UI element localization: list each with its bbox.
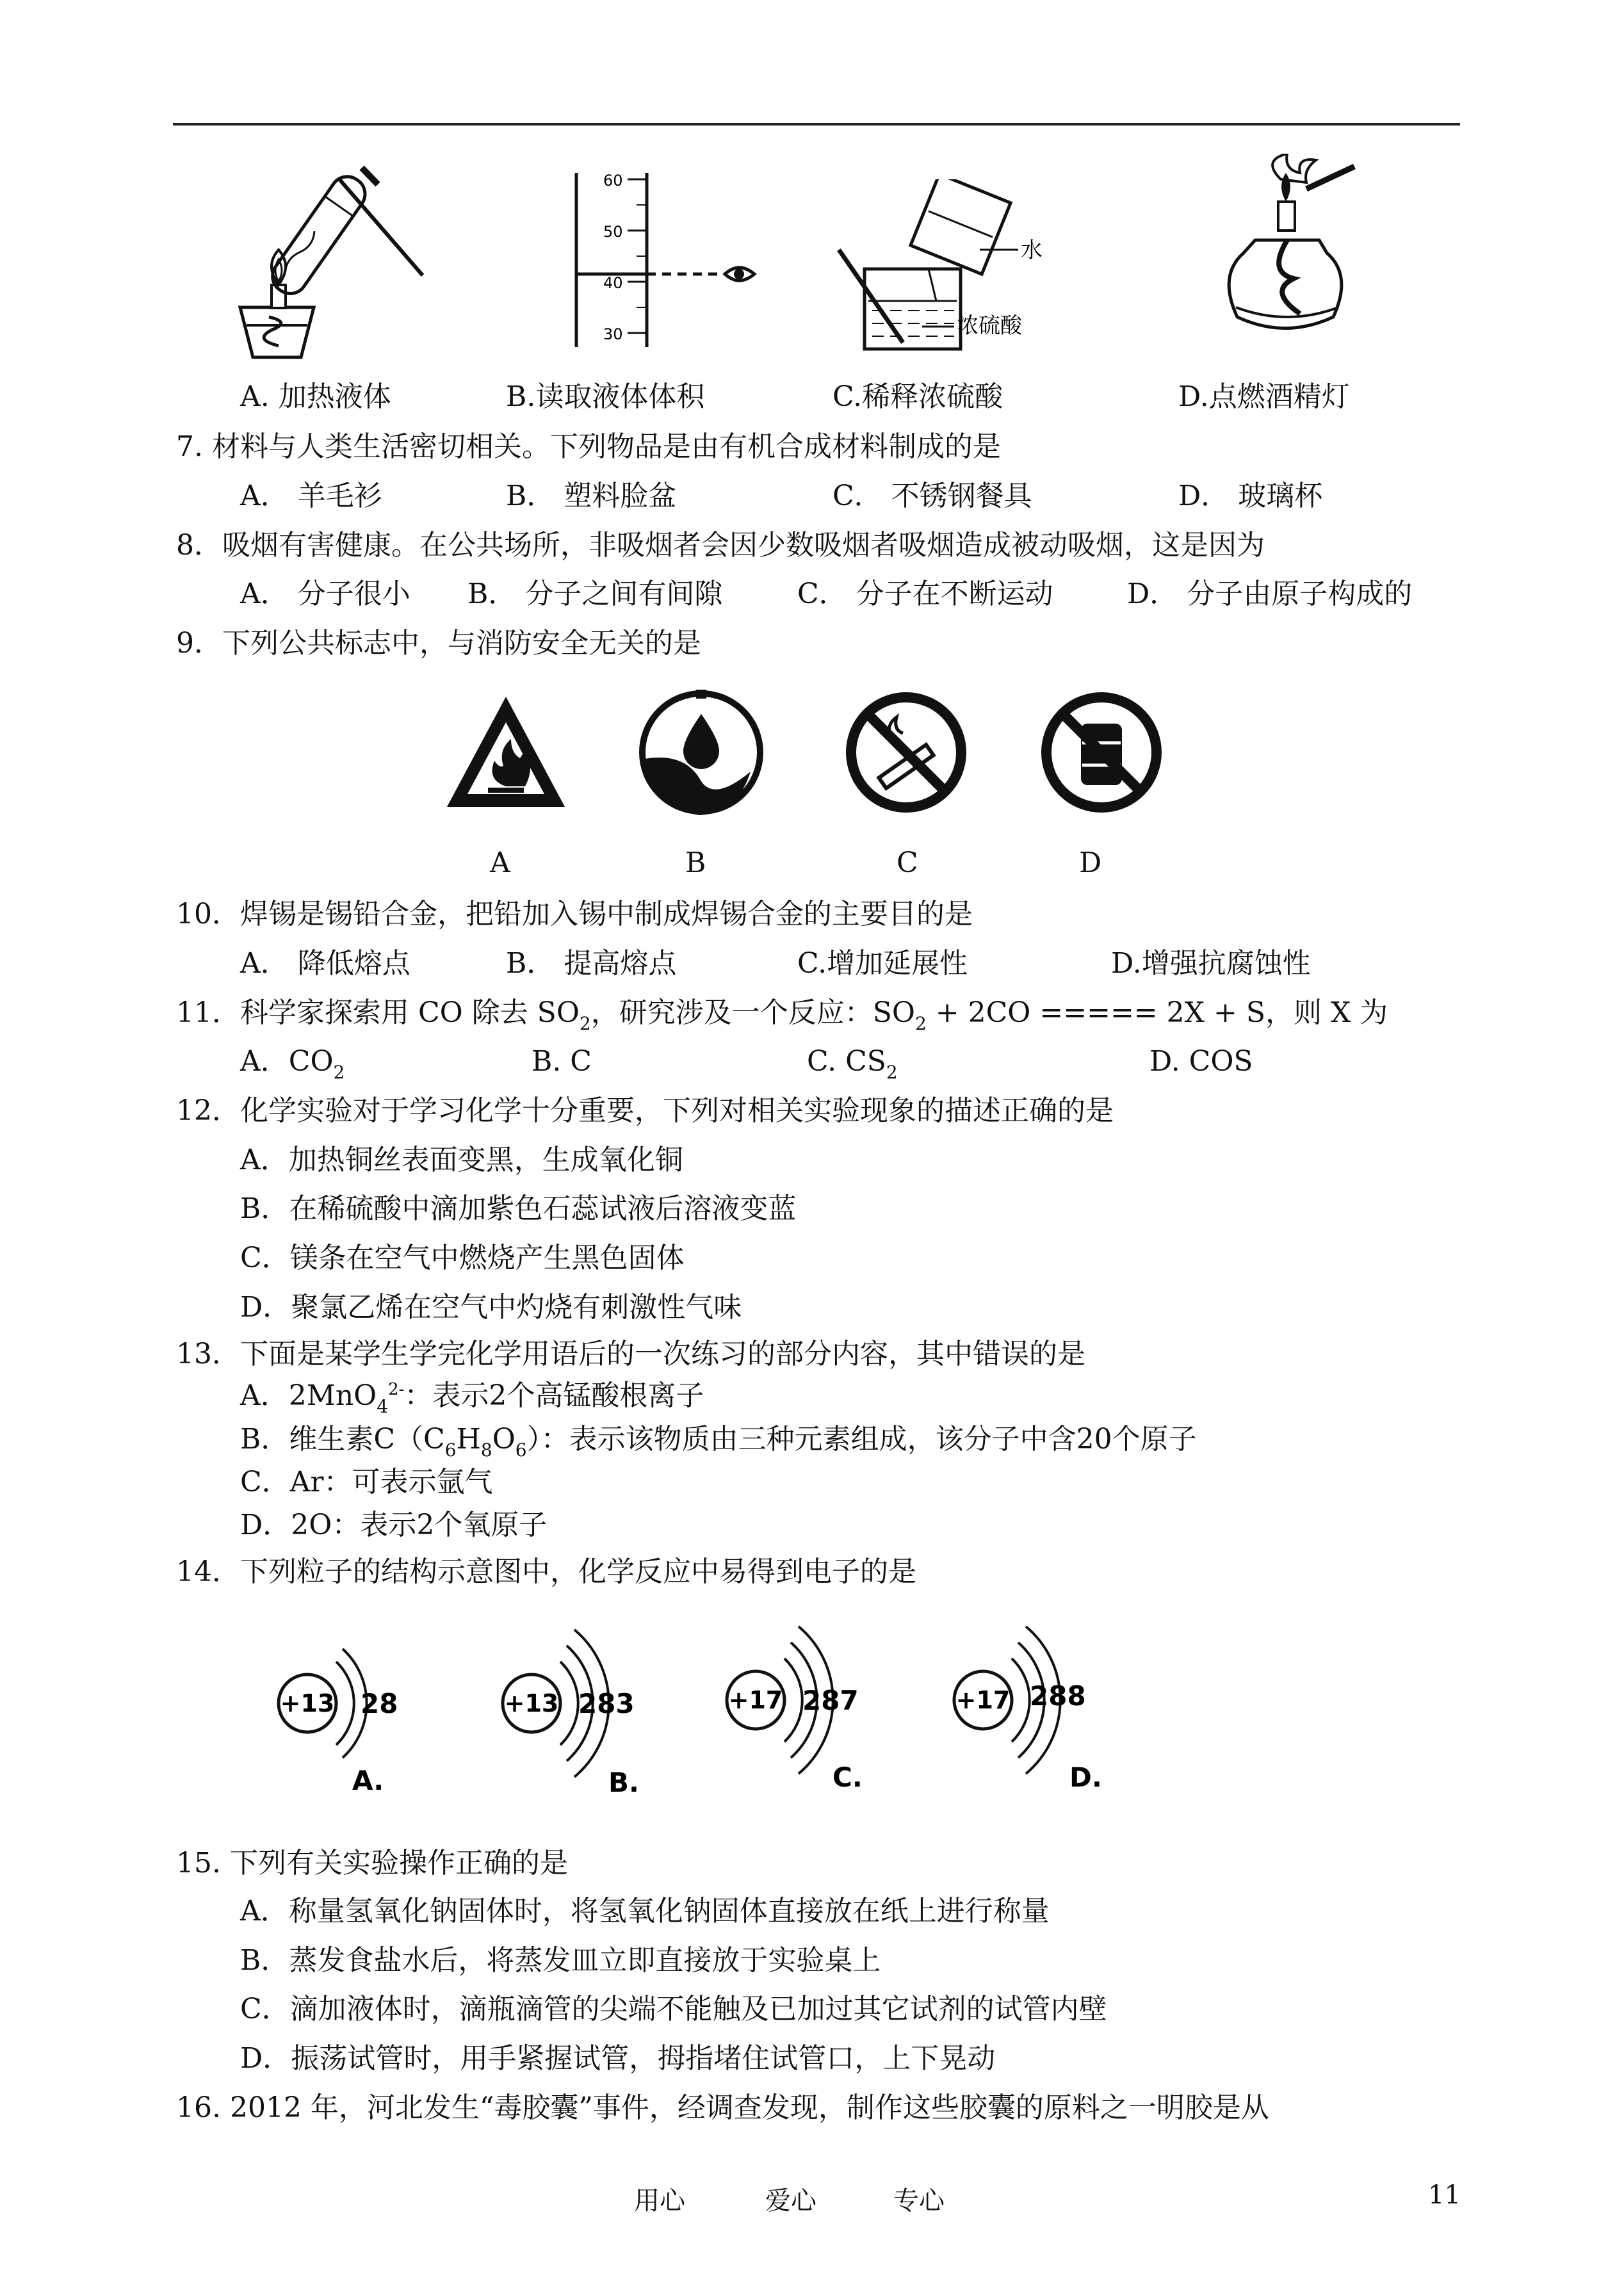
q8-stem: 8．吸烟有害健康。在公共场所，非吸烟者会因少数吸烟者吸烟造成被动吸烟，这是因为: [176, 529, 1265, 562]
q11-option-b: B. C: [532, 1045, 592, 1078]
q11-option-c: C. $CS_2$: [807, 1045, 898, 1083]
q13-option-a: A．2MnO$_4^{2-}$：表示2个高锰酸根离子: [240, 1379, 704, 1417]
cylinder-mark-60: 60: [603, 172, 623, 190]
q16-stem: 16. 2012 年，河北发生“毒胶囊”事件，经调查发现，制作这些胶囊的原料之一明胶是从: [176, 2091, 1269, 2124]
q8-option-c: C． 分子在不断运动: [797, 578, 1053, 610]
q15-option-a: A．称量氢氧化钠固体时，将氢氧化钠固体直接放在纸上进行称量: [240, 1895, 1050, 1927]
cylinder-mark-50: 50: [603, 223, 623, 241]
particle-b-nucleus: +13: [504, 1689, 559, 1717]
cylinder-mark-30: 30: [603, 325, 623, 343]
q7-option-d: D． 玻璃杯: [1178, 480, 1323, 512]
figure-heating-liquid: [231, 154, 442, 365]
figure-reading-volume: [557, 160, 762, 352]
q7-option-b: B． 塑料脸盆: [506, 480, 677, 512]
q15-option-b: B．蒸发食盐水后，将蒸发皿立即直接放于实验桌上: [240, 1944, 881, 1977]
label-water: 水: [1021, 238, 1043, 263]
particle-diagram-a: [272, 1620, 426, 1799]
q6-option-b: B.读取液体体积: [506, 380, 705, 413]
particle-c-electrons: 287: [802, 1685, 859, 1716]
q7-option-a: A． 羊毛衫: [240, 480, 382, 512]
q8-option-b: B． 分子之间有间隙: [467, 578, 723, 610]
q7-option-c: C． 不锈钢餐具: [832, 480, 1032, 512]
label-acid: 浓硫酸: [957, 313, 1022, 339]
q10-option-b: B． 提高熔点: [506, 947, 677, 980]
q12-option-b: B．在稀硫酸中滴加紫色石蕊试液后溶液变蓝: [240, 1192, 797, 1225]
q10-option-a: A． 降低熔点: [240, 947, 410, 980]
particle-a-label: A.: [352, 1765, 384, 1796]
particle-a-electrons: 28: [361, 1688, 398, 1719]
particle-diagram-c: [720, 1601, 887, 1799]
q11-option-d: D. COS: [1149, 1045, 1253, 1078]
footer-motto-2: 爱心: [765, 2186, 816, 2216]
page-number: 11: [1428, 2180, 1461, 2210]
q7-stem: 7. 材料与人类生活密切相关。下列物品是由有机合成材料制成的是: [176, 430, 1001, 463]
q10-option-c: C.增加延展性: [797, 947, 968, 980]
q11-option-a: A．$CO_2$: [240, 1045, 345, 1083]
particle-b-label: B.: [608, 1767, 639, 1798]
q13-option-c: C．Ar：可表示氩气: [240, 1466, 493, 1498]
q14-stem: 14．下列粒子的结构示意图中，化学反应中易得到电子的是: [176, 1555, 916, 1588]
cylinder-mark-40: 40: [603, 274, 623, 292]
sign-no-fuel-drum-icon: [1037, 688, 1165, 816]
q6-option-a: A. 加热液体: [240, 380, 391, 413]
particle-b-electrons: 283: [578, 1688, 635, 1719]
q15-option-c: C．滴加液体时，滴瓶滴管的尖端不能触及已加过其它试剂的试管内壁: [240, 1993, 1107, 2025]
particle-diagram-b: [496, 1601, 663, 1799]
q6-option-d: D.点燃酒精灯: [1178, 380, 1350, 413]
q9-label-d: D: [1079, 847, 1102, 879]
q10-option-d: D.增强抗腐蚀性: [1111, 947, 1311, 980]
sign-water-drop-icon: [637, 688, 765, 816]
footer-motto-3: 专心: [893, 2186, 945, 2216]
footer-motto-1: 用心: [634, 2186, 685, 2216]
q9-label-a: A: [490, 847, 510, 879]
particle-c-nucleus: +17: [728, 1686, 783, 1714]
particle-d-label: D.: [1069, 1762, 1102, 1793]
sign-no-smoking-icon: [842, 688, 970, 816]
q9-label-c: C: [897, 847, 918, 879]
particle-c-label: C.: [832, 1762, 863, 1793]
q9-label-b: B: [685, 847, 706, 879]
q13-option-b: B．维生素$C(C_6H_8O_6)$：表示该物质由三种元素组成，该分子中含20个原子: [240, 1423, 1197, 1461]
q6-option-c: C.稀释浓硫酸: [832, 380, 1003, 413]
particle-a-nucleus: +13: [280, 1689, 335, 1717]
particle-d-electrons: 288: [1030, 1680, 1086, 1712]
q11-stem: 11．科学家探索用 CO 除去 $SO_2$，研究涉及一个反应：$SO_2 + 2CO$ ===== 2X + S，则 X 为: [176, 996, 1388, 1034]
q8-option-d: D． 分子由原子构成的: [1127, 578, 1413, 610]
q13-option-d: D．2O：表示2个氧原子: [240, 1509, 548, 1541]
q10-stem: 10．焊锡是锡铅合金，把铅加入锡中制成焊锡合金的主要目的是: [176, 898, 973, 930]
q8-option-a: A． 分子很小: [240, 578, 410, 610]
q9-stem: 9．下列公共标志中，与消防安全无关的是: [176, 627, 701, 660]
q15-option-d: D．振荡试管时，用手紧握试管，拇指堵住试管口，上下晃动: [240, 2042, 996, 2075]
q13-stem: 13．下面是某学生学完化学用语后的一次练习的部分内容，其中错误的是: [176, 1338, 1085, 1370]
sign-flammable-icon: [442, 692, 570, 813]
q12-stem: 12．化学实验对于学习化学十分重要，下列对相关实验现象的描述正确的是: [176, 1094, 1114, 1127]
header-rule: [173, 123, 1460, 126]
figure-diluting-acid: [826, 179, 1069, 352]
particle-d-nucleus: +17: [955, 1686, 1011, 1714]
particle-diagram-d: [948, 1601, 1114, 1799]
figure-lighting-lamp: [1210, 154, 1370, 352]
q15-stem: 15. 下列有关实验操作正确的是: [176, 1847, 568, 1879]
q12-option-a: A．加热铜丝表面变黑，生成氧化铜: [240, 1144, 683, 1176]
q12-option-d: D．聚氯乙烯在空气中灼烧有刺激性气味: [240, 1291, 742, 1324]
q12-option-c: C．镁条在空气中燃烧产生黑色固体: [240, 1242, 685, 1274]
